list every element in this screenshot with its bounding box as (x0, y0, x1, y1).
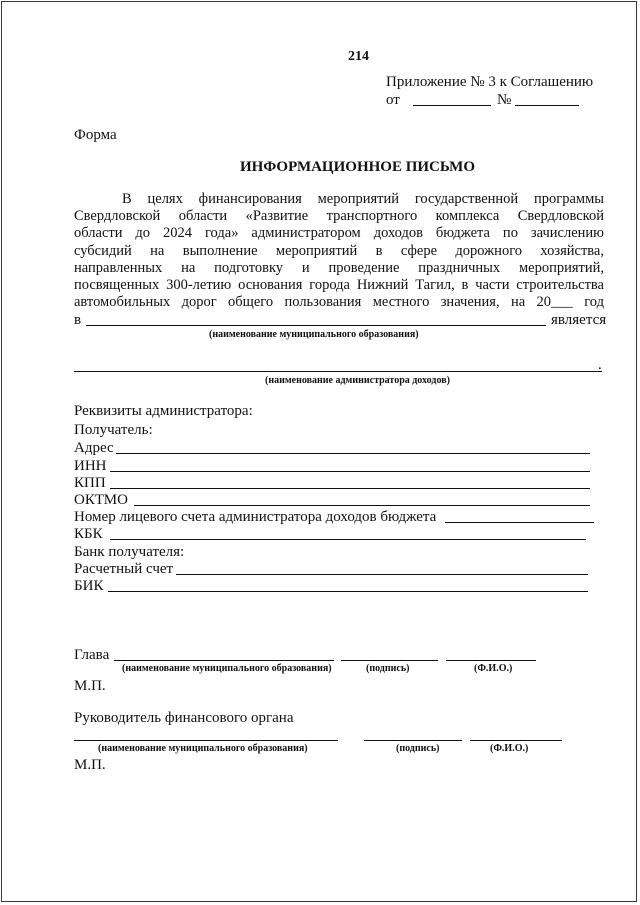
finance-name-field[interactable] (470, 740, 562, 741)
body-line: направленных на подготовку и проведение праздничных мероприятий, (74, 259, 604, 276)
from-label: от (386, 92, 400, 108)
head-municipality-field[interactable] (114, 660, 334, 661)
kpp-field[interactable] (110, 488, 590, 489)
head-signature-caption: (подпись) (366, 663, 410, 674)
body-line: Свердловской области «Развитие транспортного комплекса Свердловской (74, 208, 604, 225)
body-line: автомобильных дорог общего пользования местного значения, на 20___ год (74, 294, 604, 311)
settlement-label: Расчетный счет (74, 561, 174, 577)
body-line: субсидий на выполнение мероприятий в сфере дорожного хозяйства, (74, 242, 604, 259)
form-label: Форма (74, 127, 117, 143)
admin-caption: (наименование администратора доходов) (265, 375, 450, 386)
account-label: Номер лицевого счета администратора доходов бюджета (74, 509, 437, 525)
is-label: является (551, 312, 607, 328)
inn-field[interactable] (110, 471, 590, 472)
bik-label: БИК (74, 578, 104, 594)
settlement-field[interactable] (176, 574, 588, 575)
head-signature-field[interactable] (341, 660, 438, 661)
admin-line-end-dot: . (598, 357, 602, 373)
address-label: Адрес (74, 440, 114, 456)
address-field[interactable] (116, 453, 590, 454)
finance-signature-field[interactable] (364, 740, 462, 741)
bik-field[interactable] (108, 591, 588, 592)
admin-name-field[interactable] (74, 371, 602, 372)
page-number: 214 (348, 49, 369, 64)
appendix-line: Приложение № 3 к Соглашению (386, 74, 594, 90)
head-stamp-label: М.П. (74, 678, 106, 694)
head-label: Глава (74, 647, 110, 663)
recipient-label: Получатель: (74, 422, 153, 438)
head-municipality-caption: (наименование муниципального образования) (122, 663, 332, 674)
oktmo-label: ОКТМО (74, 492, 128, 508)
finance-municipality-caption: (наименование муниципального образования) (98, 743, 308, 754)
requisites-heading: Реквизиты администратора: (74, 403, 253, 419)
municipality-field[interactable] (86, 325, 546, 326)
finance-stamp-label: М.П. (74, 757, 106, 773)
municipality-caption: (наименование муниципального образования) (209, 329, 419, 340)
agreement-number-field[interactable] (515, 105, 579, 106)
head-name-field[interactable] (446, 660, 536, 661)
agreement-date-field[interactable] (413, 105, 491, 106)
account-field[interactable] (445, 522, 594, 523)
body-line: области до 2024 года» администратором доходов бюджета по зачислению (74, 225, 604, 242)
kpp-label: КПП (74, 475, 106, 491)
body-paragraph (74, 191, 604, 311)
body-line: В целях финансирования мероприятий государственной программы (122, 191, 604, 207)
body-line: посвященных 300-летию основания города Нижний Тагил, в части строительства (74, 277, 604, 294)
oktmo-field[interactable] (134, 505, 590, 506)
finance-signature-caption: (подпись) (396, 743, 440, 754)
kbk-label: КБК (74, 526, 103, 542)
finance-municipality-field[interactable] (74, 740, 338, 741)
kbk-field[interactable] (110, 539, 586, 540)
number-label: № (497, 92, 512, 108)
document-title: ИНФОРМАЦИОННОЕ ПИСЬМО (240, 159, 476, 175)
finance-head-label: Руководитель финансового органа (74, 710, 294, 726)
bank-label: Банк получателя: (74, 544, 185, 560)
head-name-caption: (Ф.И.О.) (474, 663, 513, 674)
in-label: в (74, 312, 82, 328)
finance-name-caption: (Ф.И.О.) (490, 743, 529, 754)
inn-label: ИНН (74, 458, 107, 474)
